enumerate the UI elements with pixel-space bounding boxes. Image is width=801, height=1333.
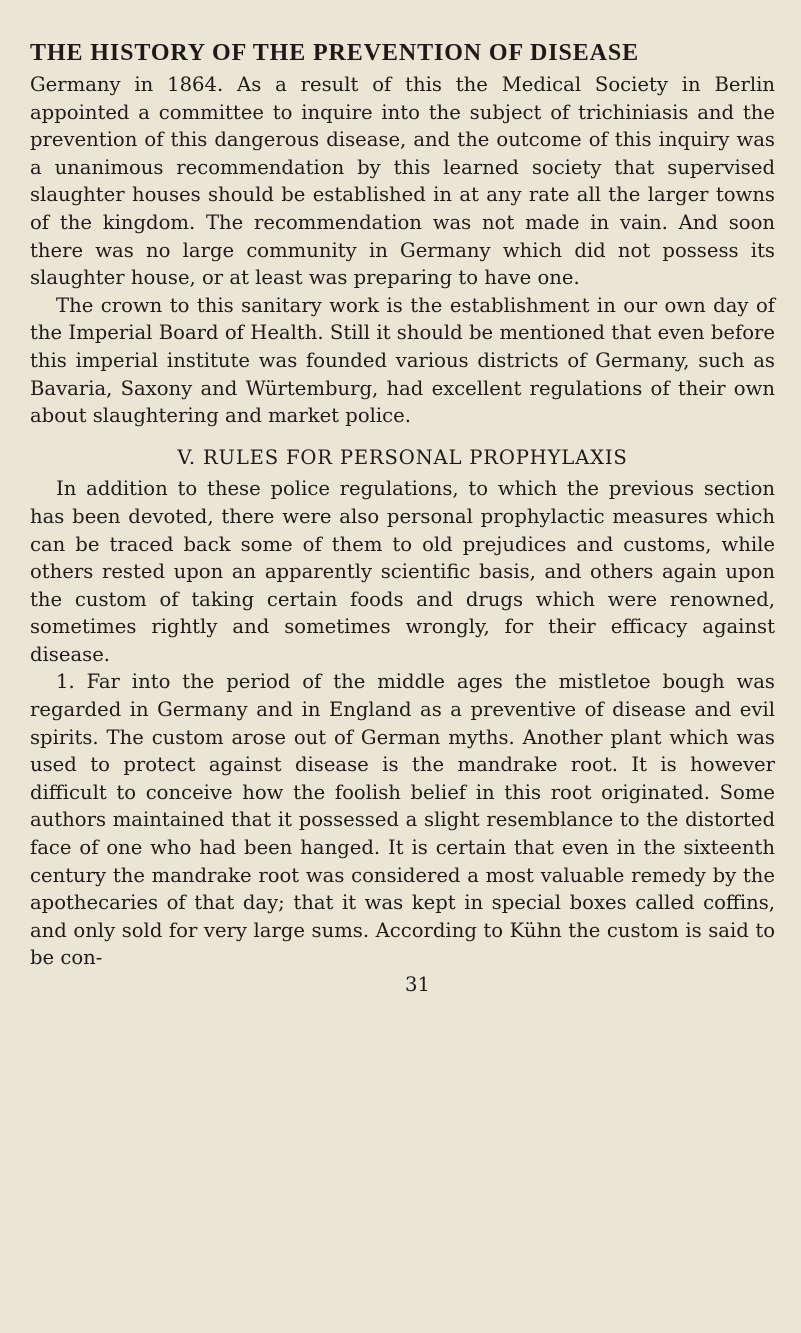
- page-number: 31: [405, 973, 430, 996]
- section-heading: V. RULES FOR PERSONAL PROPHYLAXIS: [177, 445, 628, 469]
- page-body: [30, 71, 775, 972]
- running-head: THE HISTORY OF THE PREVENTION OF DISEASE: [30, 40, 640, 66]
- paragraph-mistletoe-mandrake: 1. Far into the period of the middle ages the mistletoe bough was regarded in Germany and in England as a preventive of disease and evil spirits. The custom arose out of German myths. Another plant which was used to protect against disease is the mandrake root. It is however difficult to conceive how the foolish belief in this root originated. Some authors maintained that it possessed a slight resemblance to the distorted face of one who had been hanged. It is certain that even in the sixteenth century the mandrake root was considered a most valuable remedy by the apothecaries of that day; that it was kept in special boxes called coffins, and only sold for very large sums. According to Kühn the custom is said to be con-: [30, 670, 775, 970]
- paragraph-trichiniasis: Germany in 1864. As a result of this the Medical Society in Berlin appointed a committee to inquire into the subject of trichiniasis and the prevention of this dangerous disease, and the outcome of this inquiry was a unanimous recommendation by this learned society that supervised slaughter houses should be established in at any rate all the larger towns of the kingdom. The recommendation was not made in vain. And soon there was no large community in Germany which did not possess its slaughter house, or at least was preparing to have one.: [30, 73, 775, 290]
- paragraph-personal-prophylaxis: In addition to these police regulations, to which the previous section has been devoted, there were also personal prophylactic measures which can be traced back some of them to old prejudices and customs, while others rested upon an apparently scientific basis, and others again upon the custom of taking certain foods and drugs which were renowned, sometimes rightly and sometimes wrongly, for their efficacy against disease.: [30, 477, 775, 666]
- paragraph-imperial-board: The crown to this sanitary work is the establishment in our own day of the Imperial Board of Health. Still it should be mentioned that even before this imperial institute was founded various districts of Germany, such as Bavaria, Saxony and Würtemburg, had excellent regulations of their own about slaughtering and market police.: [30, 293, 775, 428]
